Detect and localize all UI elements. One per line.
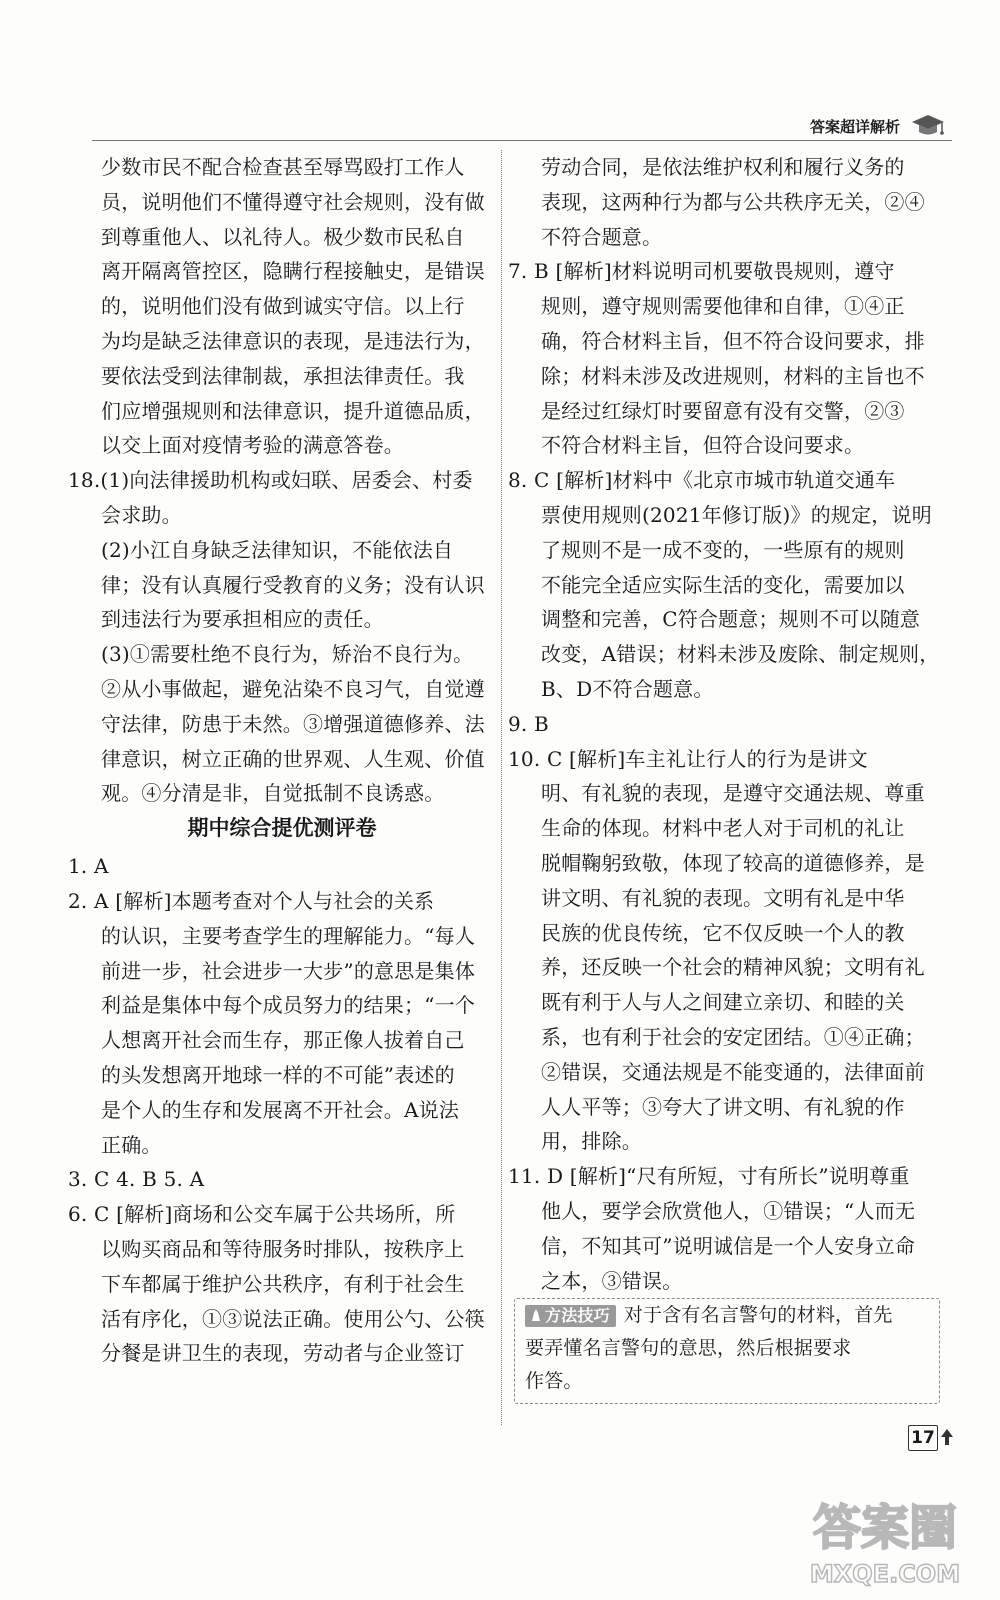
text-line: 员，说明他们不懂得遵守社会规则，没有做 (101, 189, 485, 214)
answer-line: 生命的体现。材料中老人对于司机的礼让 (541, 816, 905, 841)
text-line: 的，说明他们没有做到诚实守信。以上行 (101, 294, 465, 319)
watermark-url: MXQE.COM (809, 1560, 961, 1588)
text-line: 离开隔离管控区，隐瞒行程接触史，是错误 (101, 259, 485, 284)
answer-line: 利益是集体中每个成员努力的结果；“一个 (101, 993, 476, 1018)
watermark-logo-text: 答案圈 (812, 1500, 958, 1556)
answer-line: 表现，这两种行为都与公共秩序无关，②④ (541, 189, 925, 214)
answer-line: 之本，③错误。 (541, 1268, 683, 1293)
text-line: 们应增强规则和法律意识，提升道德品质， (101, 398, 485, 423)
answer-line: 7. B [解析]材料说明司机要敬畏规则，遵守 (508, 259, 895, 284)
answer-line: 人人平等；③夸大了讲文明、有礼貌的作 (541, 1094, 905, 1119)
answer-line: 他人，要学会欣赏他人，①错误；“人而无 (541, 1198, 916, 1223)
answer-line: 活有序化，①③说法正确。使用公勺、公筷 (101, 1306, 485, 1331)
arrow-up-icon (940, 1427, 954, 1447)
answer-line: 10. C [解析]车主礼让行人的行为是讲文 (508, 746, 868, 771)
answer-line: 是个人的生存和发展离不开社会。A说法 (101, 1097, 460, 1122)
answer-line: 正确。 (101, 1132, 162, 1157)
answer-line: 信，不知其可”说明诚信是一个人安身立命 (541, 1233, 916, 1258)
section-title: 期中综合提优测评卷 (187, 816, 377, 841)
answer-line: 是经过红绿灯时要留意有没有交警，②③ (541, 398, 905, 423)
text-line: 少数市民不配合检查甚至辱骂殴打工作人 (101, 155, 465, 179)
answer-line: 不符合题意。 (541, 224, 663, 249)
answer-line: 民族的优良传统，它不仅反映一个人的教 (541, 920, 905, 945)
answer-line: 的头发想离开地球一样的不可能”表述的 (101, 1062, 455, 1087)
answer-line: 2. A [解析]本题考查对个人与社会的关系 (68, 888, 435, 913)
tip-label (525, 1305, 616, 1327)
text-line: 为均是缺乏法律意识的表现，是违法行为， (101, 328, 485, 353)
question-18-line: ②从小事做起，避免沾染不良习气，自觉遵 (101, 676, 485, 701)
answer-line: 明、有礼貌的表现，是遵守交通法规、尊重 (541, 781, 925, 806)
answer-line: 除；材料未涉及改进规则，材料的主旨也不 (541, 363, 925, 388)
tip-line (515, 1299, 939, 1332)
answer-line: 劳动合同，是依法维护权利和履行义务的 (541, 155, 905, 179)
answer-line: 6. C [解析]商场和公交车属于公共场所，所 (68, 1202, 456, 1227)
answer-line: 人想离开社会而生存，那正像人拔着自己 (101, 1028, 465, 1053)
question-18-line: 观。④分清是非，自觉抵制不良诱惑。 (101, 781, 445, 806)
question-18-line: (3)①需要杜绝不良行为，矫治不良行为。 (101, 642, 474, 667)
answer-line: 养，还反映一个社会的精神风貌；文明有礼 (541, 955, 925, 980)
tip-label-text: 方法技巧 (545, 1306, 610, 1325)
answer-line: 的认识，主要考查学生的理解能力。“每人 (101, 923, 476, 948)
answer-line: 调整和完善，C符合题意；规则不可以随意 (541, 607, 921, 632)
question-18-line: 18.(1)向法律援助机构或妇联、居委会、村委 (68, 468, 473, 493)
question-18-line: 到违法行为要承担相应的责任。 (101, 607, 384, 632)
answer-line: 了规则不是一成不变的，一些原有的规则 (541, 537, 905, 562)
answer-line: 改变，A错误；材料未涉及废除、制定规则， (541, 642, 940, 667)
answer-line: 8. C [解析]材料中《北京市城市轨道交通车 (508, 468, 896, 493)
answer-line: 规则，遵守规则需要他律和自律，①④正 (541, 294, 905, 319)
answer-line: 前进一步，社会进步一大步”的意思是集体 (101, 958, 476, 983)
page-header (92, 112, 952, 146)
answer-line: 票使用规则(2021年修订版)》的规定，说明 (541, 502, 932, 527)
answer-line: 不符合材料主旨，但符合设问要求。 (541, 433, 865, 458)
answer-line: 既有利于人与人之间建立亲切、和睦的关 (541, 990, 905, 1015)
page-number (908, 1425, 954, 1451)
answer-line: 分餐是讲卫生的表现，劳动者与企业签订 (101, 1341, 465, 1366)
page-number-text: 17 (908, 1425, 938, 1451)
tip-line: 要弄懂名言警句的意思，然后根据要求 (525, 1337, 852, 1359)
answer-line: 系，也有利于社会的安定团结。①④正确； (541, 1024, 925, 1049)
question-18-line: 律；没有认真履行受教育的义务；没有认识 (101, 572, 485, 597)
method-tip-box (514, 1298, 940, 1404)
question-18-line: (2)小江自身缺乏法律知识，不能依法自 (101, 537, 454, 562)
question-18-line: 会求助。 (101, 502, 182, 527)
answer-line: 1. A (68, 854, 109, 879)
answer-line: 用，排除。 (541, 1129, 642, 1154)
header-rule (92, 140, 952, 141)
answer-line: 确，符合材料主旨，但不符合设问要求，排 (541, 328, 925, 353)
column-divider (501, 150, 502, 1425)
text-line: 要依法受到法律制裁，承担法律责任。我 (101, 363, 465, 388)
pencil-icon (530, 1309, 541, 1323)
answer-line: 9. B (508, 711, 549, 736)
right-column (508, 150, 948, 1298)
answer-line: 下车都属于维护公共秩序，有利于社会生 (101, 1271, 465, 1296)
header-title: 答案超详解析 (806, 116, 904, 137)
text-line: 到尊重他人、以礼待人。极少数市民私自 (101, 224, 465, 249)
text-line: 以交上面对疫情考验的满意答卷。 (101, 433, 404, 458)
watermark-logo (800, 1492, 970, 1590)
graduation-cap-icon (908, 112, 948, 140)
tip-text: 对于含有名言警句的材料，首先 (623, 1304, 893, 1326)
answer-line: 脱帽鞠躬致敬，体现了较高的道德修养，是 (541, 850, 925, 875)
answer-line: 不能完全适应实际生活的变化，需要加以 (541, 572, 905, 597)
answer-line: 以购买商品和等待服务时排队，按秩序上 (101, 1236, 465, 1261)
answer-line: 讲文明、有礼貌的表现。文明有礼是中华 (541, 885, 905, 910)
answer-line: ②错误，交通法规是不能变通的，法律面前 (541, 1059, 925, 1084)
answer-line: B、D不符合题意。 (541, 676, 714, 701)
question-18-line: 守法律，防患于未然。③增强道德修养、法 (101, 711, 485, 736)
question-18-line: 律意识，树立正确的世界观、人生观、价值 (101, 746, 485, 771)
answer-line: 3. C 4. B 5. A (68, 1167, 205, 1192)
left-column (68, 150, 496, 1371)
answer-line: 11. D [解析]“尺有所短，寸有所长”说明尊重 (508, 1164, 910, 1189)
tip-line: 作答。 (525, 1370, 583, 1392)
